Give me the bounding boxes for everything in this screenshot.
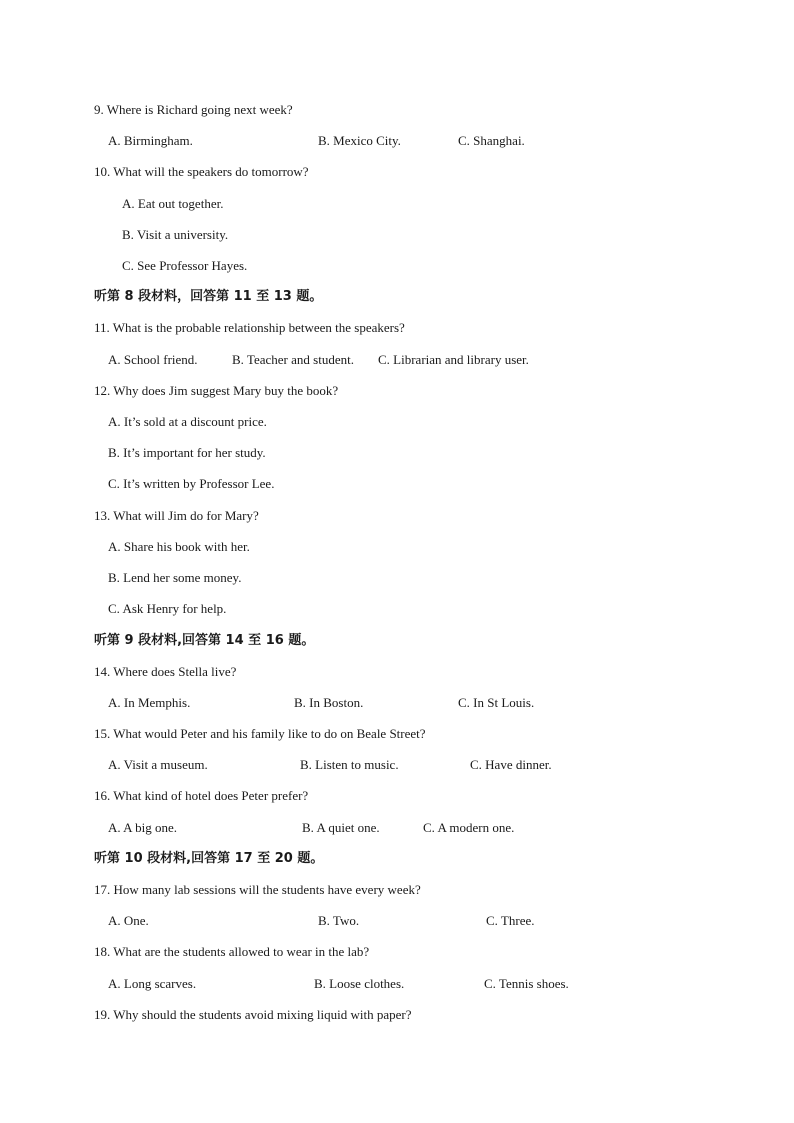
option-9a: A. Birmingham. — [108, 133, 193, 148]
question-11: 11. What is the probable relationship between the speakers? — [94, 320, 405, 335]
section-heading-10: 听第 10 段材料,回答第 17 至 20 题。 — [94, 851, 324, 866]
option-10b: B. Visit a university. — [122, 227, 229, 242]
option-15b: B. Listen to music. — [300, 757, 399, 772]
section-heading-9: 听第 9 段材料,回答第 14 至 16 题。 — [94, 633, 315, 648]
option-13c: C. Ask Henry for help. — [108, 601, 227, 616]
question-15: 15. What would Peter and his family like to do on Beale Street? — [94, 726, 426, 741]
option-16a: A. A big one. — [108, 820, 177, 835]
option-16b: B. A quiet one. — [302, 820, 380, 835]
question-19: 19. Why should the students avoid mixing liquid with paper? — [94, 1007, 412, 1022]
option-17b: B. Two. — [318, 913, 360, 928]
option-9b: B. Mexico City. — [318, 133, 401, 148]
option-12a: A. It’s sold at a discount price. — [108, 414, 267, 429]
question-18: 18. What are the students allowed to wear in the lab? — [94, 944, 370, 959]
question-10: 10. What will the speakers do tomorrow? — [94, 164, 309, 179]
option-14a: A. In Memphis. — [108, 695, 191, 710]
option-15a: A. Visit a museum. — [108, 757, 208, 772]
question-17: 17. How many lab sessions will the students have every week? — [94, 882, 421, 897]
question-16: 16. What kind of hotel does Peter prefer? — [94, 788, 309, 803]
question-12: 12. Why does Jim suggest Mary buy the book? — [94, 383, 339, 398]
option-14c: C. In St Louis. — [458, 695, 535, 710]
option-17a: A. One. — [108, 913, 149, 928]
option-18a: A. Long scarves. — [108, 976, 197, 991]
option-18b: B. Loose clothes. — [314, 976, 405, 991]
option-9c: C. Shanghai. — [458, 133, 525, 148]
option-10c: C. See Professor Hayes. — [122, 258, 248, 273]
option-16c: C. A modern one. — [423, 820, 515, 835]
question-13: 13. What will Jim do for Mary? — [94, 508, 259, 523]
option-11b: B. Teacher and student. — [232, 352, 354, 367]
option-12c: C. It’s written by Professor Lee. — [108, 476, 275, 491]
option-11a: A. School friend. — [108, 352, 198, 367]
option-14b: B. In Boston. — [294, 695, 364, 710]
question-9: 9. Where is Richard going next week? — [94, 102, 293, 117]
option-10a: A. Eat out together. — [122, 196, 224, 211]
option-13b: B. Lend her some money. — [108, 570, 242, 585]
option-15c: C. Have dinner. — [470, 757, 552, 772]
option-11c: C. Librarian and library user. — [378, 352, 529, 367]
question-14: 14. Where does Stella live? — [94, 664, 237, 679]
option-13a: A. Share his book with her. — [108, 539, 250, 554]
option-17c: C. Three. — [486, 913, 535, 928]
section-heading-8: 听第 8 段材料，回答第 11 至 13 题。 — [94, 289, 323, 304]
option-12b: B. It’s important for her study. — [108, 445, 266, 460]
option-18c: C. Tennis shoes. — [484, 976, 569, 991]
